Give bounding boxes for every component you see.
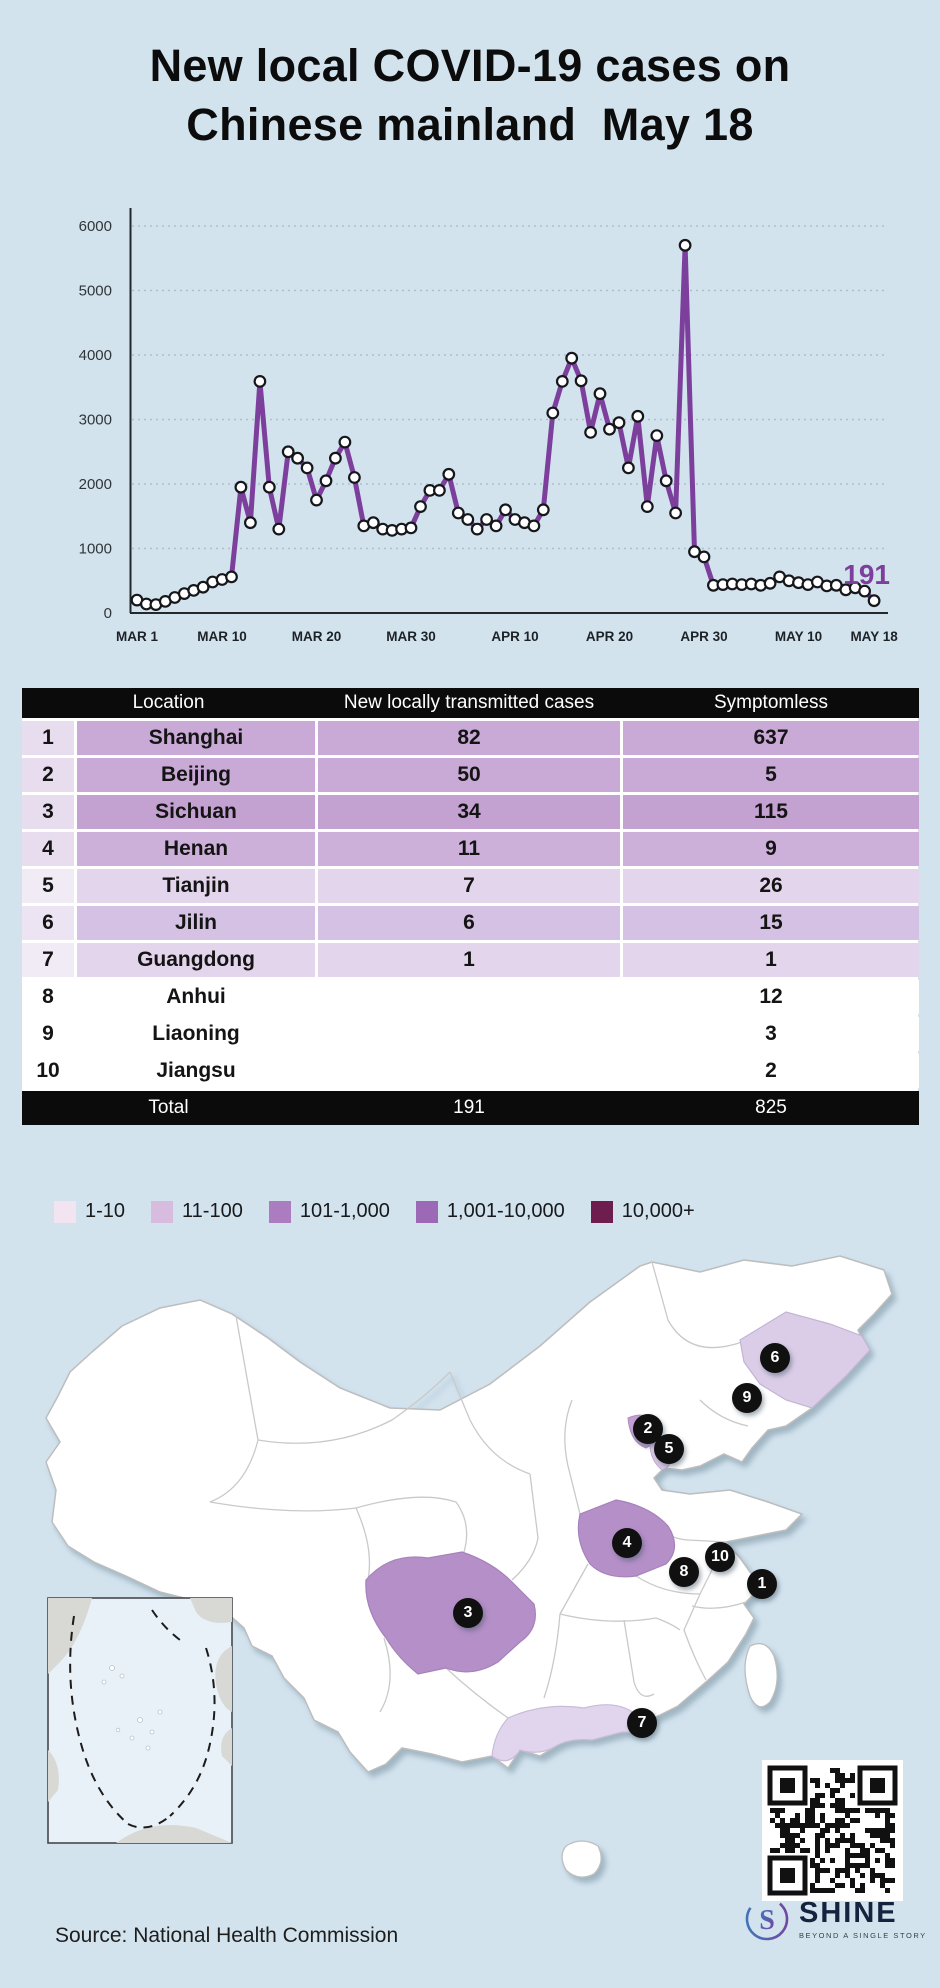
data-point <box>538 505 549 516</box>
y-tick-label: 4000 <box>78 347 112 364</box>
cases-table <box>22 688 918 1125</box>
data-point <box>340 437 351 448</box>
map-marker-guangdong: 7 <box>627 1708 657 1738</box>
table-row-symptomless: 12 <box>623 980 919 1014</box>
x-tick-label: MAR 30 <box>386 629 436 644</box>
legend-label: 1,001-10,000 <box>446 1200 565 1222</box>
south-china-sea-inset <box>48 1598 232 1843</box>
data-point <box>566 353 577 364</box>
data-point <box>274 524 285 535</box>
data-point <box>255 376 266 387</box>
x-tick-label: MAR 20 <box>291 629 342 644</box>
table-header-row <box>22 688 919 718</box>
shine-logo <box>744 1896 927 1942</box>
data-point <box>292 453 303 464</box>
table-row-symptomless: 9 <box>623 832 919 866</box>
cases-line-chart <box>0 0 940 662</box>
data-point <box>472 524 483 535</box>
table-row-rank: 4 <box>22 832 74 866</box>
table-total-symptomless: 825 <box>755 1097 787 1118</box>
table-row-cases <box>318 1054 620 1088</box>
data-point <box>444 469 455 480</box>
data-point <box>330 453 341 464</box>
data-point <box>453 508 464 519</box>
data-point <box>604 424 615 435</box>
data-point <box>576 376 587 387</box>
x-tick-label: APR 20 <box>585 629 634 644</box>
legend-item <box>416 1200 565 1223</box>
island-taiwan <box>745 1644 777 1707</box>
map-marker-henan: 4 <box>612 1528 642 1558</box>
map-marker-liaoning: 9 <box>732 1383 762 1413</box>
table-total-label: Total <box>148 1097 189 1118</box>
table-row-rank: 7 <box>22 943 74 977</box>
table-row-symptomless: 3 <box>623 1017 919 1051</box>
data-point <box>226 572 237 583</box>
table-row-cases <box>318 980 620 1014</box>
data-point <box>529 521 540 532</box>
table-row-cases: 34 <box>318 795 620 829</box>
table-row-cases: 82 <box>318 721 620 755</box>
table-row-symptomless: 2 <box>623 1054 919 1088</box>
legend-swatch <box>54 1201 76 1223</box>
data-point <box>595 388 606 399</box>
table-row-location: Liaoning <box>77 1017 315 1051</box>
map-marker-jilin: 6 <box>760 1343 790 1373</box>
legend-label: 10,000+ <box>621 1200 695 1222</box>
table-row-symptomless: 26 <box>623 869 919 903</box>
data-point <box>434 485 445 496</box>
y-tick-label: 1000 <box>78 540 112 558</box>
x-tick-label: APR 30 <box>680 629 728 644</box>
x-tick-label: MAY 10 <box>774 629 823 644</box>
y-tick-label: 5000 <box>78 282 112 300</box>
table-row-cases <box>318 1017 620 1051</box>
legend-item <box>151 1200 243 1223</box>
table-row-rank: 5 <box>22 869 74 903</box>
data-point <box>311 495 322 506</box>
chart-end-label: 191 <box>843 559 890 590</box>
table-row-rank: 6 <box>22 906 74 940</box>
table-row-location: Guangdong <box>77 943 315 977</box>
qr-pattern <box>762 1760 903 1901</box>
table-row-location: Anhui <box>77 980 315 1014</box>
table-row-cases: 50 <box>318 758 620 792</box>
data-point <box>264 482 275 493</box>
data-point <box>869 595 880 606</box>
legend-swatch <box>591 1201 613 1223</box>
y-tick-label: 0 <box>103 605 112 622</box>
table-row-cases: 6 <box>318 906 620 940</box>
table-row-location: Jilin <box>77 906 315 940</box>
map-marker-beijing: 2 <box>633 1414 663 1444</box>
data-point <box>236 482 247 493</box>
data-point <box>245 517 256 528</box>
shine-wordmark: SHINE <box>799 1896 898 1929</box>
page-title-line1: New local COVID-19 cases on <box>149 40 791 91</box>
table-row-location: Tianjin <box>77 869 315 903</box>
x-tick-label: MAR 1 <box>115 629 159 644</box>
page-title-line2: Chinese mainland May 18 <box>186 99 754 151</box>
table-row-rank: 3 <box>22 795 74 829</box>
shine-s-icon <box>744 1896 790 1942</box>
table-row-cases: 11 <box>318 832 620 866</box>
y-tick-label: 3000 <box>78 411 112 429</box>
data-point <box>548 408 559 419</box>
data-point <box>680 240 691 251</box>
data-point <box>642 501 653 512</box>
data-point <box>321 476 332 487</box>
data-point <box>623 463 634 474</box>
map-marker-shanghai: 1 <box>747 1569 777 1599</box>
map-legend <box>54 1200 695 1223</box>
map-marker-tianjin: 5 <box>654 1434 684 1464</box>
table-row-symptomless: 1 <box>623 943 919 977</box>
table-row-rank: 2 <box>22 758 74 792</box>
data-line <box>137 245 874 604</box>
x-tick-label: MAY 18 <box>850 629 898 644</box>
table-row-symptomless: 637 <box>623 721 919 755</box>
table-row-symptomless: 5 <box>623 758 919 792</box>
data-point <box>661 476 672 487</box>
legend-label: 11-100 <box>182 1200 243 1222</box>
table-row-cases: 1 <box>318 943 620 977</box>
legend-label: 1-10 <box>85 1200 126 1222</box>
table-row-rank: 1 <box>22 721 74 755</box>
table-header-cases: New locally transmitted cases <box>343 692 595 713</box>
qr-code <box>762 1760 903 1901</box>
legend-item <box>591 1200 695 1223</box>
map-marker-sichuan: 3 <box>453 1598 483 1628</box>
data-point <box>415 501 426 512</box>
legend-swatch <box>416 1201 438 1223</box>
legend-item <box>269 1200 390 1223</box>
data-point <box>302 463 313 474</box>
data-point <box>557 376 568 387</box>
table-row-symptomless: 15 <box>623 906 919 940</box>
data-point <box>614 417 625 428</box>
legend-swatch <box>151 1201 173 1223</box>
island-hainan <box>562 1841 601 1877</box>
table-total-row <box>22 1091 919 1125</box>
data-point <box>491 521 502 532</box>
data-point <box>463 514 474 525</box>
data-point <box>699 552 710 563</box>
y-tick-label: 6000 <box>78 218 112 235</box>
table-header-location: Location <box>132 692 205 713</box>
map-marker-anhui: 8 <box>669 1557 699 1587</box>
y-tick-label: 2000 <box>78 476 112 493</box>
data-point <box>585 427 596 438</box>
table-row-location: Jiangsu <box>77 1054 315 1088</box>
data-point <box>633 411 644 422</box>
data-point <box>652 430 663 441</box>
legend-label: 101-1,000 <box>299 1200 390 1222</box>
table-row-location: Sichuan <box>77 795 315 829</box>
table-row-rank: 8 <box>22 980 74 1014</box>
table-row-rank: 9 <box>22 1017 74 1051</box>
table-header-symptomless: Symptomless <box>713 692 829 713</box>
data-point <box>406 523 417 534</box>
legend-item <box>54 1200 125 1223</box>
data-point <box>349 472 360 483</box>
table-row-cases: 7 <box>318 869 620 903</box>
table-total-cases: 191 <box>453 1097 485 1118</box>
table-row-rank: 10 <box>22 1054 74 1088</box>
map-marker-jiangsu: 10 <box>705 1542 735 1572</box>
table-row-location: Shanghai <box>77 721 315 755</box>
data-point <box>500 505 511 516</box>
data-point <box>670 508 681 519</box>
source-note: Source: National Health Commission <box>55 1924 399 1947</box>
table-row-location: Beijing <box>77 758 315 792</box>
table-row-location: Henan <box>77 832 315 866</box>
legend-swatch <box>269 1201 291 1223</box>
table-row-symptomless: 115 <box>623 795 919 829</box>
x-tick-label: APR 10 <box>491 629 539 644</box>
shine-tagline: BEYOND A SINGLE STORY <box>799 1930 927 1940</box>
svg-text:S: S <box>759 1905 775 1936</box>
x-tick-label: MAR 10 <box>197 629 247 644</box>
